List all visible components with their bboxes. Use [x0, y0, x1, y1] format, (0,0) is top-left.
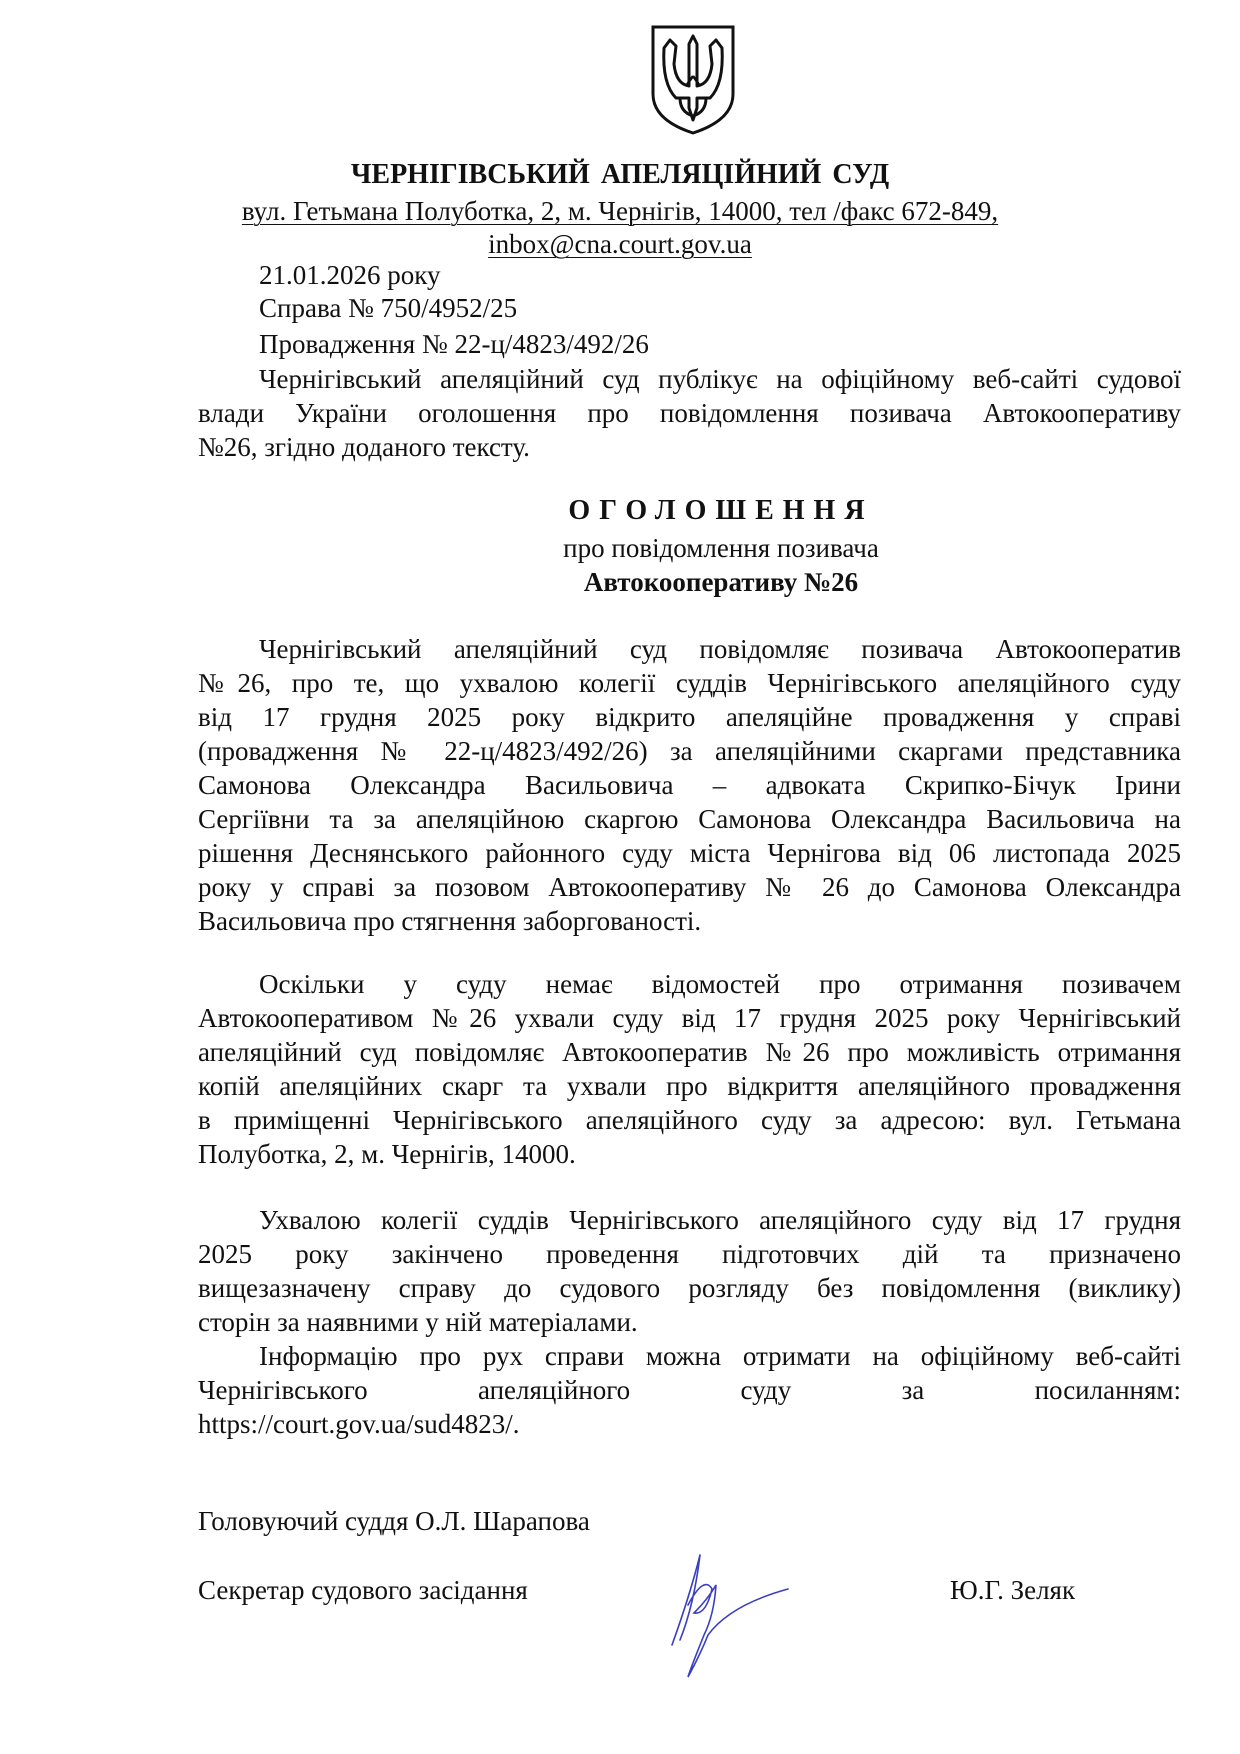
text-line: 2025 року закінчено проведення підготовчих дій та призначено — [198, 1239, 1181, 1269]
text-line: Самонова Олександра Васильовича – адвоката Скрипко-Бічук Ірини — [198, 770, 1181, 800]
text-line: Ухвалою колегії суддів Чернігівського апеляційного суду від 17 грудня — [259, 1205, 1181, 1235]
text-line: №26, про те, що ухвалою колегії суддів Чернігівського апеляційного суду — [198, 668, 1181, 698]
notice-title: ОГОЛОШЕННЯ — [568, 495, 874, 526]
text-line: (провадження № 22-ц/4823/492/26) за апеляційними скаргами представника — [198, 736, 1181, 766]
text-line: Чернігівського апеляційного суду за посиланням: — [198, 1375, 1181, 1405]
text-line: Полуботка, 2, м. Чернігів, 14000. — [198, 1139, 576, 1169]
text-line: Чернігівський апеляційний суд повідомляє позивача Автокооператив — [259, 634, 1181, 664]
notice-subtitle: про повідомлення позивача — [563, 533, 879, 563]
signature-icon — [660, 1545, 800, 1685]
paragraph-3 — [198, 1203, 1181, 1339]
text-line: копій апеляційних скарг та ухвали про відкриття апеляційного провадження — [198, 1071, 1181, 1101]
paragraph-1 — [198, 632, 1181, 938]
text-line: апеляційний суд повідомляє Автокооператив №26 про можливість отримання — [198, 1037, 1181, 1067]
proceeding-number: Провадження № 22-ц/4823/492/26 — [259, 329, 649, 359]
document-date: 21.01.2026 року — [259, 260, 441, 290]
text-line: року у справі за позовом Автокооперативу № 26 до Самонова Олександра — [198, 872, 1181, 902]
text-line: вищезазначену справу до судового розгляду без повідомлення (виклику) — [198, 1273, 1181, 1303]
text-line: сторін за наявними у ній матеріалами. — [198, 1307, 638, 1337]
notice-addressee: Автокооперативу №26 — [583, 567, 859, 597]
text-line: Чернігівський апеляційний суд публікує на офіційному веб-сайті судової — [259, 364, 1181, 394]
text-line: Автокооперативом №26 ухвали суду від 17 грудня 2025 року Чернігівський — [198, 1003, 1181, 1033]
intro-paragraph — [198, 362, 1181, 464]
paragraph-4 — [198, 1339, 1181, 1441]
text-line: від 17 грудня 2025 року відкрито апеляційне провадження у справі — [198, 702, 1181, 732]
text-line: №26, згідно доданого тексту. — [198, 432, 530, 462]
secretary-name: Ю.Г. Зеляк — [950, 1575, 1076, 1605]
coat-of-arms-icon — [650, 24, 736, 136]
text-line: Сергіївни та за апеляційною скаргою Самонова Олександра Васильовича на — [198, 804, 1181, 834]
text-line: в приміщенні Чернігівського апеляційного суду за адресою: вул. Гетьмана — [198, 1105, 1181, 1135]
text-line: Інформацію про рух справи можна отримати на офіційному веб-сайті — [259, 1341, 1181, 1371]
paragraph-2 — [198, 967, 1181, 1171]
text-line: влади України оголошення про повідомлення позивача Автокооперативу — [198, 398, 1181, 428]
text-line: рішення Деснянського районного суду міста Чернігова від 06 листопада 2025 — [198, 838, 1181, 868]
text-line: https://court.gov.ua/sud4823/. — [198, 1409, 520, 1439]
court-email[interactable]: inbox@cna.court.gov.ua — [488, 229, 752, 259]
case-number: Справа № 750/4952/25 — [259, 293, 518, 323]
court-name: ЧЕРНІГІВСЬКИЙ АПЕЛЯЦІЙНИЙ СУД — [350, 159, 890, 190]
presiding-judge: Головуючий суддя О.Л. Шарапова — [198, 1506, 590, 1536]
court-address: вул. Гетьмана Полуботка, 2, м. Чернігів, 14000, тел /факс 672-849, — [241, 196, 999, 226]
text-line: Васильовича про стягнення заборгованості. — [198, 906, 702, 936]
secretary-title: Секретар судового засідання — [198, 1575, 528, 1605]
text-line: Оскільки у суду немає відомостей про отримання позивачем — [259, 969, 1181, 999]
